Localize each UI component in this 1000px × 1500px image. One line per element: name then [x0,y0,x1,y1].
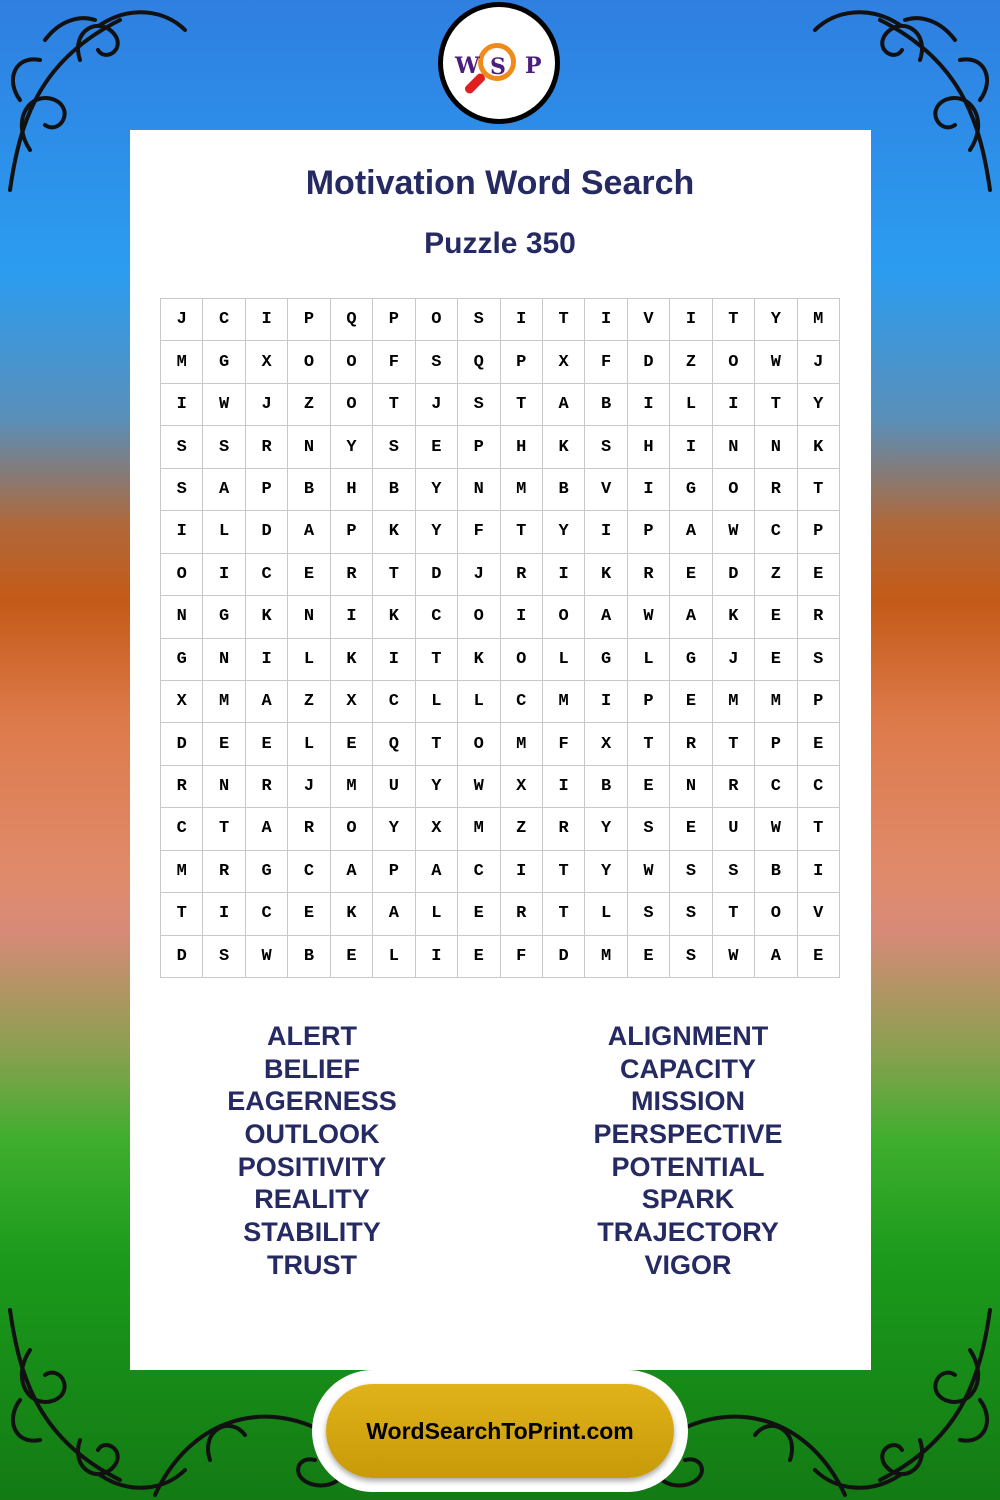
grid-cell[interactable]: O [458,596,500,638]
grid-cell[interactable]: S [670,893,712,935]
grid-cell[interactable]: D [161,936,203,978]
grid-cell[interactable]: Q [373,723,415,765]
grid-cell[interactable]: L [203,511,245,553]
grid-cell[interactable]: S [670,936,712,978]
word-item: SPARK [641,1184,735,1215]
grid-cell[interactable]: P [628,681,670,723]
grid-cell[interactable]: N [755,426,797,468]
grid-cell[interactable]: Q [331,299,373,341]
grid-cell[interactable]: R [798,596,840,638]
word-list-right [538,1020,838,1282]
grid-cell[interactable]: N [161,596,203,638]
grid-cell[interactable]: K [246,596,288,638]
grid-cell[interactable]: F [458,511,500,553]
site-link-button[interactable]: WordSearchToPrint.com [326,1384,674,1478]
grid-cell[interactable]: A [288,511,330,553]
logo-letter-p: P [525,53,542,79]
grid-cell[interactable]: J [798,341,840,383]
grid-cell[interactable]: Y [755,299,797,341]
grid-cell[interactable]: K [331,893,373,935]
grid-cell[interactable]: R [543,808,585,850]
grid-cell[interactable]: O [288,341,330,383]
grid-cell[interactable]: C [246,893,288,935]
grid-cell[interactable]: A [203,469,245,511]
grid-cell[interactable]: I [501,299,543,341]
logo-letter-s: S [490,54,506,80]
grid-cell[interactable]: E [628,766,670,808]
grid-cell[interactable]: F [585,341,627,383]
grid-cell[interactable]: E [798,936,840,978]
grid-cell[interactable]: Y [416,511,458,553]
grid-cell[interactable]: V [628,299,670,341]
grid-cell[interactable]: R [246,426,288,468]
grid-cell[interactable]: P [501,341,543,383]
grid-cell[interactable]: K [798,426,840,468]
word-item: MISSION [630,1086,745,1117]
grid-cell[interactable]: P [755,723,797,765]
grid-cell[interactable]: E [670,808,712,850]
grid-cell[interactable]: R [288,808,330,850]
word-item: TRAJECTORY [597,1217,779,1248]
grid-cell[interactable]: L [628,639,670,681]
grid-cell[interactable]: J [288,766,330,808]
grid-cell[interactable]: L [288,639,330,681]
grid-cell[interactable]: M [585,936,627,978]
grid-cell[interactable]: P [373,299,415,341]
grid-cell[interactable]: E [331,723,373,765]
grid-cell[interactable]: S [161,469,203,511]
grid-cell[interactable]: Z [755,554,797,596]
grid-cell[interactable]: E [203,723,245,765]
grid-cell[interactable]: O [331,341,373,383]
grid-cell[interactable]: P [246,469,288,511]
grid-cell[interactable]: W [713,936,755,978]
grid-cell[interactable]: K [543,426,585,468]
grid-cell[interactable]: I [628,469,670,511]
grid-cell[interactable]: I [203,554,245,596]
grid-cell[interactable]: I [628,384,670,426]
grid-cell[interactable]: I [543,554,585,596]
grid-cell[interactable]: O [501,639,543,681]
grid-cell[interactable]: F [501,936,543,978]
grid-cell[interactable]: B [585,384,627,426]
grid-cell[interactable]: C [458,851,500,893]
grid-cell[interactable]: H [501,426,543,468]
grid-cell[interactable]: C [203,299,245,341]
grid-cell[interactable]: Z [288,384,330,426]
word-item: ALERT [267,1021,357,1051]
grid-cell[interactable]: S [373,426,415,468]
grid-cell[interactable]: Y [331,426,373,468]
grid-cell[interactable]: I [585,511,627,553]
grid-cell[interactable]: R [713,766,755,808]
grid-cell[interactable]: N [288,596,330,638]
grid-cell[interactable]: G [585,639,627,681]
grid-cell[interactable]: S [628,808,670,850]
grid-cell[interactable]: P [798,511,840,553]
grid-cell[interactable]: T [713,299,755,341]
grid-cell[interactable]: M [203,681,245,723]
grid-cell[interactable]: Y [416,469,458,511]
grid-cell[interactable]: M [501,469,543,511]
grid-cell[interactable]: Z [288,681,330,723]
grid-cell[interactable]: L [416,893,458,935]
grid-cell[interactable]: T [501,511,543,553]
grid-cell[interactable]: T [416,639,458,681]
grid-cell[interactable]: J [713,639,755,681]
grid-cell[interactable]: M [458,808,500,850]
grid-cell[interactable]: K [713,596,755,638]
grid-cell[interactable]: R [501,554,543,596]
grid-cell[interactable]: A [416,851,458,893]
grid-cell[interactable]: K [458,639,500,681]
grid-cell[interactable]: A [543,384,585,426]
grid-cell[interactable]: T [628,723,670,765]
grid-cell[interactable]: I [373,639,415,681]
word-item: REALITY [254,1184,370,1215]
grid-cell[interactable]: P [331,511,373,553]
grid-cell[interactable]: T [543,851,585,893]
grid-cell[interactable]: I [670,426,712,468]
grid-cell[interactable]: R [755,469,797,511]
grid-cell[interactable]: S [458,384,500,426]
grid-cell[interactable]: X [585,723,627,765]
grid-cell[interactable]: B [373,469,415,511]
grid-cell[interactable]: L [416,681,458,723]
grid-cell[interactable]: W [203,384,245,426]
grid-cell[interactable]: E [755,639,797,681]
grid-cell[interactable]: G [203,341,245,383]
grid-cell[interactable]: C [798,766,840,808]
grid-cell[interactable]: F [373,341,415,383]
grid-cell[interactable]: G [670,469,712,511]
grid-cell[interactable]: Y [585,851,627,893]
word-item: VIGOR [644,1249,732,1280]
grid-cell[interactable]: G [161,639,203,681]
grid-cell[interactable]: T [713,723,755,765]
grid-cell[interactable]: T [543,299,585,341]
grid-cell[interactable]: I [161,384,203,426]
grid-cell[interactable]: S [798,639,840,681]
grid-cell[interactable]: J [246,384,288,426]
grid-cell[interactable]: E [670,681,712,723]
page-title: Motivation Word Search [305,164,695,202]
grid-cell[interactable]: K [373,511,415,553]
grid-cell[interactable]: O [331,808,373,850]
grid-cell[interactable]: I [161,511,203,553]
grid-cell[interactable]: P [373,851,415,893]
word-item: ALIGNMENT [607,1021,769,1051]
grid-cell[interactable]: N [670,766,712,808]
grid-cell[interactable]: O [543,596,585,638]
word-item: TRUST [267,1249,357,1280]
grid-cell[interactable]: A [585,596,627,638]
grid-cell[interactable]: M [713,681,755,723]
grid-cell[interactable]: D [416,554,458,596]
grid-cell[interactable]: G [203,596,245,638]
grid-cell[interactable]: E [755,596,797,638]
grid-cell[interactable]: E [416,426,458,468]
grid-cell[interactable]: K [585,554,627,596]
grid-cell[interactable]: L [458,681,500,723]
grid-cell[interactable]: Y [373,808,415,850]
puzzle-number: Puzzle 350 [424,227,576,260]
word-item: BELIEF [263,1053,360,1084]
grid-cell[interactable]: C [416,596,458,638]
grid-cell[interactable]: U [373,766,415,808]
grid-cell[interactable]: I [585,681,627,723]
grid-cell[interactable]: S [585,426,627,468]
grid-cell[interactable]: R [670,723,712,765]
grid-cell[interactable]: M [501,723,543,765]
grid-cell[interactable]: R [246,766,288,808]
grid-cell[interactable]: X [543,341,585,383]
grid-cell[interactable]: T [798,469,840,511]
grid-cell[interactable]: S [416,341,458,383]
grid-cell[interactable]: T [203,808,245,850]
grid-cell[interactable]: X [416,808,458,850]
grid-cell[interactable]: C [373,681,415,723]
grid-cell[interactable]: A [670,511,712,553]
grid-cell[interactable]: B [755,851,797,893]
grid-cell[interactable]: Y [416,766,458,808]
grid-cell[interactable]: E [288,554,330,596]
grid-cell[interactable]: U [713,808,755,850]
grid-cell[interactable]: D [713,554,755,596]
grid-cell[interactable]: R [203,851,245,893]
grid-cell[interactable]: C [246,554,288,596]
grid-cell[interactable]: I [798,851,840,893]
grid-cell[interactable]: W [628,596,670,638]
grid-cell[interactable]: L [288,723,330,765]
grid-cell[interactable]: I [246,299,288,341]
grid-cell[interactable]: B [288,936,330,978]
word-item: POSITIVITY [237,1151,387,1182]
grid-cell[interactable]: W [246,936,288,978]
grid-cell[interactable]: X [161,681,203,723]
grid-cell[interactable]: L [670,384,712,426]
grid-cell[interactable]: K [331,639,373,681]
grid-cell[interactable]: N [713,426,755,468]
grid-cell[interactable]: T [713,893,755,935]
grid-cell[interactable]: T [416,723,458,765]
grid-cell[interactable]: Z [501,808,543,850]
grid-cell[interactable]: M [331,766,373,808]
word-item: PERSPECTIVE [593,1119,783,1150]
grid-cell[interactable]: M [755,681,797,723]
grid-cell[interactable]: V [798,893,840,935]
grid-cell[interactable]: W [755,341,797,383]
grid-cell[interactable]: O [161,554,203,596]
grid-cell[interactable]: S [458,299,500,341]
word-item: POTENTIAL [611,1151,765,1182]
grid-cell[interactable]: L [543,639,585,681]
grid-cell[interactable]: I [331,596,373,638]
logo-letter-w: W [455,53,480,79]
word-item: CAPACITY [619,1053,756,1084]
grid-cell[interactable]: O [416,299,458,341]
grid-cell[interactable]: C [755,511,797,553]
letter-grid [160,298,840,978]
grid-cell[interactable]: O [713,469,755,511]
grid-cell[interactable]: L [373,936,415,978]
grid-cell[interactable]: D [161,723,203,765]
grid-cell[interactable]: I [246,639,288,681]
grid-cell[interactable]: S [713,851,755,893]
grid-cell[interactable]: S [628,893,670,935]
grid-cell[interactable]: V [585,469,627,511]
grid-cell[interactable]: A [331,851,373,893]
grid-cell[interactable]: W [628,851,670,893]
grid-cell[interactable]: I [501,851,543,893]
grid-cell[interactable]: I [713,384,755,426]
grid-cell[interactable]: L [585,893,627,935]
grid-cell[interactable]: J [161,299,203,341]
word-item: STABILITY [243,1217,381,1248]
grid-cell[interactable]: T [161,893,203,935]
grid-cell[interactable]: A [246,681,288,723]
grid-cell[interactable]: I [670,299,712,341]
grid-cell[interactable]: S [203,426,245,468]
grid-cell[interactable]: Z [670,341,712,383]
grid-cell[interactable]: E [331,936,373,978]
grid-cell[interactable]: C [288,851,330,893]
grid-cell[interactable]: G [246,851,288,893]
grid-cell[interactable]: R [331,554,373,596]
grid-cell[interactable]: N [288,426,330,468]
grid-cell[interactable]: M [161,851,203,893]
grid-cell[interactable]: X [501,766,543,808]
grid-cell[interactable]: E [458,936,500,978]
grid-cell[interactable]: D [628,341,670,383]
grid-cell[interactable]: Y [585,808,627,850]
grid-cell[interactable]: S [203,936,245,978]
grid-cell[interactable]: E [798,554,840,596]
word-item: EAGERNESS [227,1086,397,1117]
logo-badge [443,7,555,119]
grid-cell[interactable]: D [246,511,288,553]
grid-cell[interactable]: A [670,596,712,638]
grid-cell[interactable]: N [458,469,500,511]
grid-cell[interactable]: W [755,808,797,850]
grid-cell[interactable]: X [331,681,373,723]
grid-cell[interactable]: E [246,723,288,765]
grid-cell[interactable]: T [755,384,797,426]
grid-cell[interactable]: J [458,554,500,596]
word-item: OUTLOOK [244,1119,380,1150]
grid-cell[interactable]: N [203,766,245,808]
grid-cell[interactable]: M [543,681,585,723]
grid-cell[interactable]: O [755,893,797,935]
grid-cell[interactable]: B [288,469,330,511]
grid-cell[interactable]: A [755,936,797,978]
grid-cell[interactable]: N [203,639,245,681]
grid-cell[interactable]: C [161,808,203,850]
word-list-left [162,1020,462,1282]
grid-cell[interactable]: I [501,596,543,638]
grid-cell[interactable]: S [161,426,203,468]
grid-cell[interactable]: C [501,681,543,723]
grid-cell[interactable]: G [670,639,712,681]
grid-cell[interactable]: M [161,341,203,383]
grid-cell[interactable]: Y [543,511,585,553]
grid-cell[interactable]: Q [458,341,500,383]
grid-cell[interactable]: R [161,766,203,808]
grid-cell[interactable]: K [373,596,415,638]
grid-cell[interactable]: S [670,851,712,893]
grid-cell[interactable]: R [501,893,543,935]
grid-cell[interactable]: F [543,723,585,765]
grid-cell[interactable]: D [543,936,585,978]
grid-cell[interactable]: R [628,554,670,596]
grid-cell[interactable]: X [246,341,288,383]
grid-cell[interactable]: I [543,766,585,808]
grid-cell[interactable]: P [288,299,330,341]
grid-cell[interactable]: T [543,893,585,935]
site-logo[interactable] [438,2,560,124]
grid-cell[interactable]: I [585,299,627,341]
grid-cell[interactable]: A [246,808,288,850]
grid-cell[interactable]: O [713,341,755,383]
grid-cell[interactable]: P [798,681,840,723]
grid-cell[interactable]: P [458,426,500,468]
grid-cell[interactable]: B [585,766,627,808]
grid-cell[interactable]: I [203,893,245,935]
grid-cell[interactable]: E [798,723,840,765]
grid-cell[interactable]: T [373,384,415,426]
grid-cell[interactable]: W [713,511,755,553]
grid-cell[interactable]: E [458,893,500,935]
grid-cell[interactable]: W [458,766,500,808]
grid-cell[interactable]: A [373,893,415,935]
grid-cell[interactable]: T [373,554,415,596]
grid-cell[interactable]: E [670,554,712,596]
grid-cell[interactable]: O [458,723,500,765]
grid-cell[interactable]: I [416,936,458,978]
grid-cell[interactable]: M [798,299,840,341]
grid-cell[interactable]: B [543,469,585,511]
grid-cell[interactable]: P [628,511,670,553]
grid-cell[interactable]: Y [798,384,840,426]
grid-cell[interactable]: E [288,893,330,935]
grid-cell[interactable]: T [501,384,543,426]
grid-cell[interactable]: J [416,384,458,426]
grid-cell[interactable]: E [628,936,670,978]
grid-cell[interactable]: C [755,766,797,808]
grid-cell[interactable]: O [331,384,373,426]
grid-cell[interactable]: H [628,426,670,468]
grid-cell[interactable]: H [331,469,373,511]
grid-cell[interactable]: T [798,808,840,850]
